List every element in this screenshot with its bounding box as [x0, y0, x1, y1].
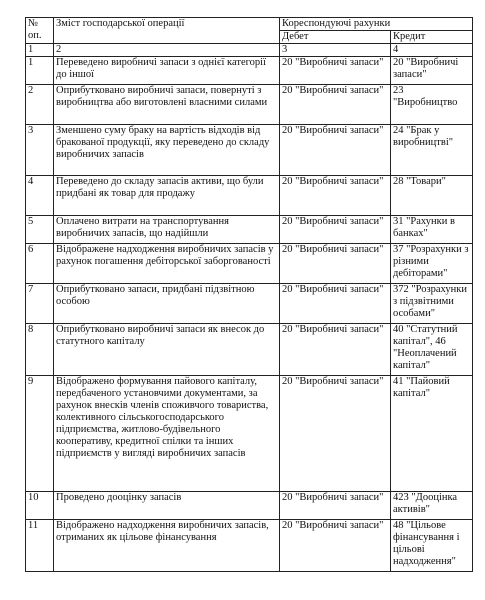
table-row — [26, 216, 473, 244]
header-row-1 — [26, 18, 473, 31]
row-credit-cell: 423 "Дооцінка активів" — [391, 492, 473, 520]
row-number-cell: 6 — [26, 244, 54, 284]
row-number-cell: 1 — [26, 57, 54, 85]
row-credit-cell: 24 "Брак у виробництві" — [391, 125, 473, 176]
row-content-cell: Оплачено витрати на транспортування виробничих запасів, що надійшли — [54, 216, 280, 244]
row-credit-cell: 48 "Цільове фінансування і цільові надходження" — [391, 520, 473, 572]
header-number-label: № — [28, 18, 39, 29]
table-row — [26, 176, 473, 216]
row-number-cell: 4 — [26, 176, 54, 216]
document-page — [25, 17, 472, 572]
column-index-cell: 2 — [54, 44, 280, 57]
table-row — [26, 244, 473, 284]
row-number-cell: 8 — [26, 324, 54, 376]
column-index-cell: 1 — [26, 44, 54, 57]
operations-table — [25, 17, 473, 572]
header-accounts-cell: Кореспондуючі рахунки — [280, 18, 473, 31]
row-number-cell: 10 — [26, 492, 54, 520]
row-content-cell: Зменшено суму браку на вартість відходів від бракованої продукції, яку переведено до складу виробничих запасів — [54, 125, 280, 176]
column-index-row — [26, 44, 473, 57]
table-row — [26, 324, 473, 376]
header-number-cell — [26, 18, 54, 44]
header-debit-cell: Дебет — [280, 31, 391, 44]
row-number-cell: 3 — [26, 125, 54, 176]
row-debit-cell: 20 "Виробничі запаси" — [280, 125, 391, 176]
row-content-cell: Відображено формування пайового капіталу, передбаченого установчими документами, за рахунок внесків членів споживчого товариства, колективного сільськогосподарського підприємства, житлово-будівельного кооперативу, кредитної спілки та інших підприємств у вигляді виробничих запасів — [54, 376, 280, 492]
row-debit-cell: 20 "Виробничі запаси" — [280, 284, 391, 324]
table-row — [26, 520, 473, 572]
row-content-cell: Проведено дооцінку запасів — [54, 492, 280, 520]
row-number-cell: 7 — [26, 284, 54, 324]
row-debit-cell: 20 "Виробничі запаси" — [280, 376, 391, 492]
column-index-cell: 4 — [391, 44, 473, 57]
row-debit-cell: 20 "Виробничі запаси" — [280, 176, 391, 216]
row-content-cell: Переведено до складу запасів активи, що були придбані як товар для продажу — [54, 176, 280, 216]
row-number-cell: 2 — [26, 85, 54, 125]
row-debit-cell: 20 "Виробничі запаси" — [280, 57, 391, 85]
table-row — [26, 492, 473, 520]
row-credit-cell: 28 "Товари" — [391, 176, 473, 216]
row-debit-cell: 20 "Виробничі запаси" — [280, 244, 391, 284]
row-credit-cell: 37 "Розрахунки з різними дебіторами" — [391, 244, 473, 284]
row-credit-cell: 40 "Статутний капітал", 46 "Неоплачений капітал" — [391, 324, 473, 376]
row-credit-cell: 20 "Виробничі запаси" — [391, 57, 473, 85]
table-row — [26, 125, 473, 176]
table-row — [26, 85, 473, 125]
header-credit-cell: Кредит — [391, 31, 473, 44]
row-debit-cell: 20 "Виробничі запаси" — [280, 520, 391, 572]
row-debit-cell: 20 "Виробничі запаси" — [280, 85, 391, 125]
row-debit-cell: 20 "Виробничі запаси" — [280, 492, 391, 520]
row-content-cell: Переведено виробничі запаси з однієї категорії до іншої — [54, 57, 280, 85]
row-content-cell: Відображено надходження виробничих запасів, отриманих як цільове фінансування — [54, 520, 280, 572]
row-credit-cell: 41 "Пайовий капітал" — [391, 376, 473, 492]
row-credit-cell: 372 "Розрахунки з підзвітними особами" — [391, 284, 473, 324]
header-content-cell: Зміст господарської операції — [54, 18, 280, 44]
table-row — [26, 376, 473, 492]
header-number-sub-label: оп. — [28, 30, 42, 41]
row-number-cell: 5 — [26, 216, 54, 244]
row-debit-cell: 20 "Виробничі запаси" — [280, 324, 391, 376]
row-number-cell: 11 — [26, 520, 54, 572]
row-content-cell: Оприбутковано виробничі запаси як внесок до статутного капіталу — [54, 324, 280, 376]
row-credit-cell: 31 "Рахунки в банках" — [391, 216, 473, 244]
table-row — [26, 284, 473, 324]
row-debit-cell: 20 "Виробничі запаси" — [280, 216, 391, 244]
column-index-cell: 3 — [280, 44, 391, 57]
row-credit-cell: 23 "Виробництво — [391, 85, 473, 125]
row-content-cell: Оприбутковано виробничі запаси, повернуті з виробництва або виготовлені власними силами — [54, 85, 280, 125]
table-row — [26, 57, 473, 85]
row-content-cell: Оприбутковано запаси, придбані підзвітною особою — [54, 284, 280, 324]
row-content-cell: Відображене надходження виробничих запасів у рахунок погашення дебіторської заборгованості — [54, 244, 280, 284]
row-number-cell: 9 — [26, 376, 54, 492]
